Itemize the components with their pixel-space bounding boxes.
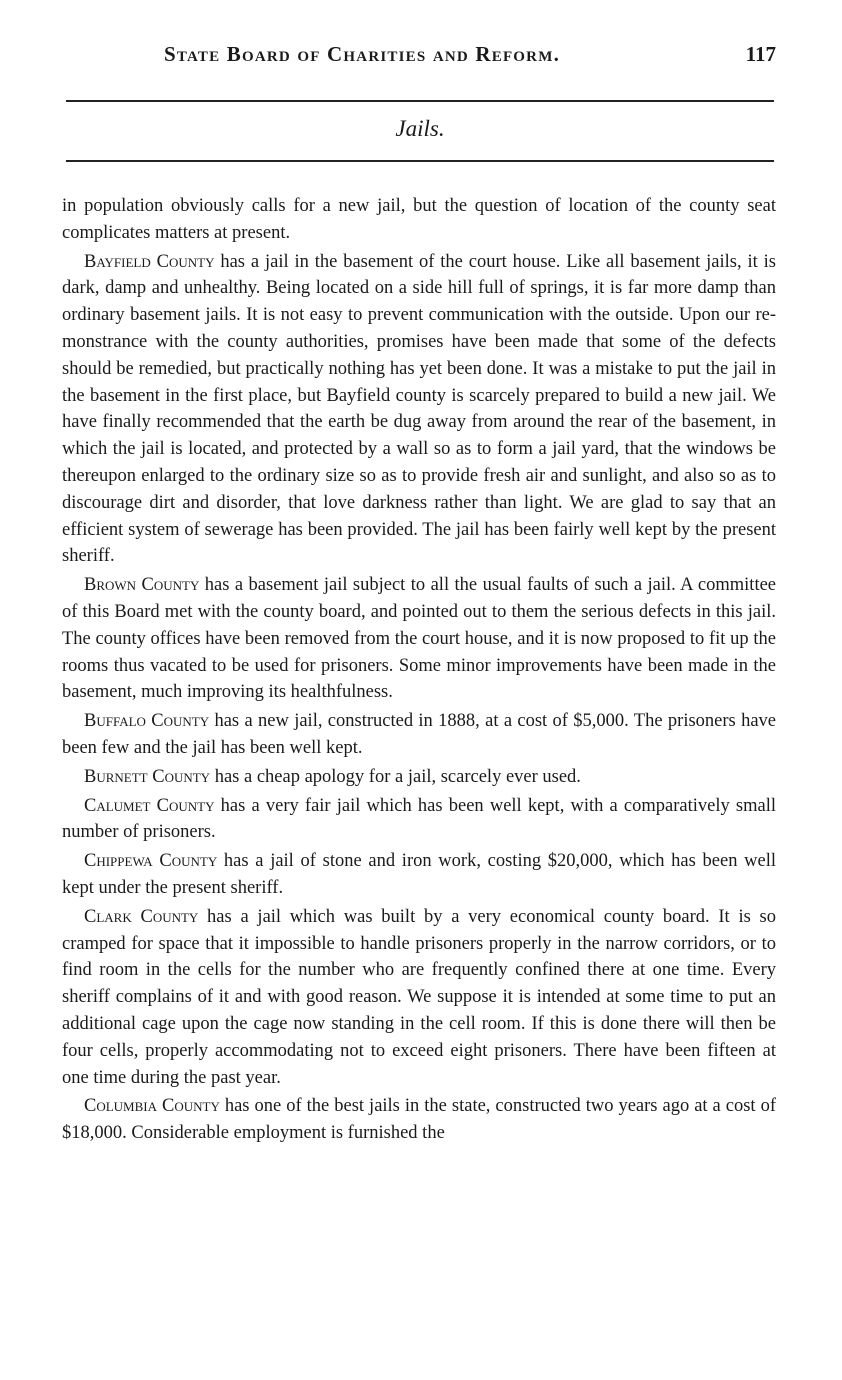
bottom-rule: [66, 160, 774, 162]
top-rule: [66, 100, 774, 102]
paragraph-columbia: [62, 1093, 776, 1147]
paragraph-text: has a cheap apology for a jail, scarcely ever used.: [210, 766, 581, 787]
paragraph-text: has a jail of stone and iron work, costing $20,000, which has been well kept under the present sheriff.: [62, 851, 776, 898]
county-name: Calumet County: [84, 795, 215, 816]
section-title: Jails.: [395, 116, 445, 141]
paragraph-chippewa: [62, 848, 776, 902]
county-name: Brown County: [84, 575, 200, 596]
paragraph-calumet: [62, 793, 776, 847]
paragraph-buffalo: [62, 708, 776, 762]
page-number: 117: [745, 42, 776, 66]
paragraph-text: has a very fair jail which has been well kept, with a comparatively small number of prisoners.: [62, 795, 776, 843]
paragraph-bayfield: [62, 249, 776, 571]
paragraph-text: in population obviously calls for a new jail, but the question of location of the county seat complicates matters at present.: [62, 196, 776, 243]
paragraph-text: has a jail which was built by a very economical county board. It is so cramped for space that it impossible to handle prisoners properly in the narrow corridors, or to find room in the cells for the number who are frequently confined there at one time. Every sheriff complains of it and with good reason. We suppose it is intended at some time to put an additional cage upon the cage now standing in the cell room. If this is done there will then be four cells, properly accommodating not to exceed eight prisoners. There have been fifteen at one time during the past year.: [62, 906, 776, 1088]
body-text: [62, 193, 776, 1149]
paragraph-text: has a jail in the basement of the court house. Like all basement jails, it is dark, damp and unhealthy. Being located on a side hill full of springs, it is far more damp than ordinary basement jails. It is not easy to prevent communication with the outside. Upon our remonstrance with the county authorities, promises have been made that some of the defects should be remedied, but practically nothing has yet been done. It was a mistake to put the jail in the basement in the first place, but Bayfield county is scarcely prepared to build a new jail. We have finally recommended that the earth be dug away from around the rear of the basement, in which the jail is located, and protected by a wall so as to form a jail yard, that the windows be thereupon enlarged to the ordinary size so as to provide fresh air and sunlight, and also so as to discourage dirt and disorder, that love darkness rather than light. We are glad to say that an efficient system of sewerage has been provided. The jail has been fairly well kept by the present sheriff.: [62, 251, 776, 567]
paragraph-text: has one of the best jails in the state, constructed two years ago at a cost of $18,000. Considerable employment is furnished the: [62, 1096, 776, 1144]
county-name: Chippewa County: [84, 851, 218, 872]
paragraph-clark: [62, 904, 776, 1092]
county-name: Clark County: [84, 906, 199, 927]
county-name: Bayfield County: [84, 251, 215, 272]
county-name: Burnett County: [84, 766, 211, 787]
paragraph-brown: [62, 572, 776, 706]
running-head: [60, 40, 778, 70]
paragraph-burnett: [62, 764, 776, 791]
paragraph-text: has a basement jail subject to all the usual faults of such a jail. A committee of this Board met with the county board, and pointed out to them the serious defects in this jail. The county offices have been removed from the court house, and it is now proposed to fit up the rooms thus vacated to be used for prisoners. Some minor improvements have been made in the basement, much improving its healthfulness.: [62, 575, 777, 703]
county-name: Buffalo County: [84, 711, 210, 732]
paragraph-continued: [62, 193, 776, 247]
running-title: State Board of Charities and Reform.: [164, 42, 561, 66]
county-name: Columbia County: [84, 1096, 220, 1117]
paragraph-text: has a new jail, constructed in 1888, at a cost of $5,000. The prisoners have been few and the jail has been well kept.: [62, 711, 776, 758]
